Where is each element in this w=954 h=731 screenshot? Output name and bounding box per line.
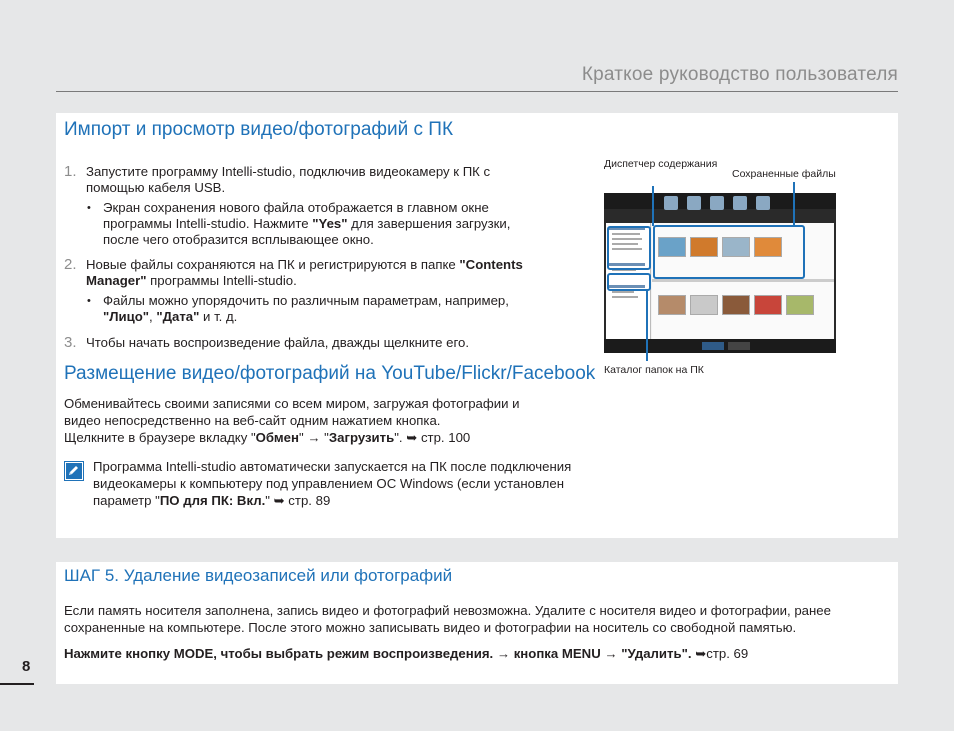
callout-line-saved — [793, 182, 795, 226]
highlight-saved-files — [653, 225, 805, 279]
step-number: 3. — [64, 334, 77, 351]
highlight-contents-manager — [607, 226, 651, 270]
note-block: Программа Intelli-studio автоматически запускается на ПК после подключения видеокамеры к компьютеру под управлением ОС Windows (если установлен параметр "ПО для ПК: Вкл." ➥ стр. 89 — [64, 458, 604, 509]
step-bullet: • Экран сохранения нового файла отображается в главном окне программы Intelli-studio. Нажмите "Yes" для завершения загрузки, после чего отобразится всплывающее окно. — [86, 200, 534, 248]
callout-line-contents — [652, 186, 654, 226]
step-text: Чтобы начать воспроизведение файла, дважды щелкните его. — [86, 335, 470, 350]
page-number-rule — [0, 683, 34, 685]
toolbar-icons — [664, 196, 774, 220]
section-upload-title: Размещение видео/фотографий на YouTube/Flickr/Facebook — [64, 363, 596, 384]
note-pencil-icon — [64, 461, 84, 481]
step-text: Запустите программу Intelli-studio, подключив видеокамеру к ПК с помощью кабеля USB. — [86, 164, 491, 195]
delete-instruction: Нажмите кнопку MODE, чтобы выбрать режим воспроизведения. → кнопка MENU → "Удалить". ➥стр. 69 — [64, 646, 749, 661]
section-import-panel — [56, 113, 898, 538]
step-bullet: • Файлы можно упорядочить по различным параметрам, например, "Лицо", "Дата" и т. д. — [86, 293, 534, 325]
intelli-studio-screenshot — [604, 193, 836, 353]
section-delete-title: ШАГ 5. Удаление видеозаписей или фотографий — [64, 566, 453, 585]
upload-description: Обменивайтесь своими записями со всем миром, загружая фотографии и видео непосредственно на веб-сайт одним нажатием кнопка. Щелкните в браузере вкладку "Обмен" → "Загрузить". ➥ стр. 100 — [64, 396, 520, 445]
step-text: Новые файлы сохраняются на ПК и регистрируются в папке "Contents Manager" программы Intelli-studio. — [86, 257, 523, 288]
section-import-title: Импорт и просмотр видео/фотографий с ПК — [64, 119, 454, 140]
section-delete-panel — [56, 562, 898, 684]
delete-description: Если память носителя заполнена, запись видео и фотографий невозможна. Удалите с носителя видео и фотографии, ранее сохраненные на компьютере. После этого можно записывать видео и фотографии на носитель со свободной памятью. — [64, 603, 831, 635]
step-number: 2. — [64, 256, 77, 273]
step-3 — [64, 335, 534, 351]
page-number: 8 — [22, 658, 31, 675]
step-1 — [64, 164, 534, 250]
step-2 — [64, 257, 534, 327]
step-number: 1. — [64, 163, 77, 180]
callout-line-folder — [646, 291, 648, 361]
highlight-pc-folder — [607, 273, 651, 291]
header-divider — [56, 91, 898, 92]
callout-saved-files: Сохраненные файлы — [732, 168, 836, 180]
callout-contents-manager: Диспетчер содержания — [604, 158, 718, 170]
callout-pc-folder: Каталог папок на ПК — [604, 364, 704, 376]
page-header-title: Краткое руководство пользователя — [581, 64, 898, 85]
